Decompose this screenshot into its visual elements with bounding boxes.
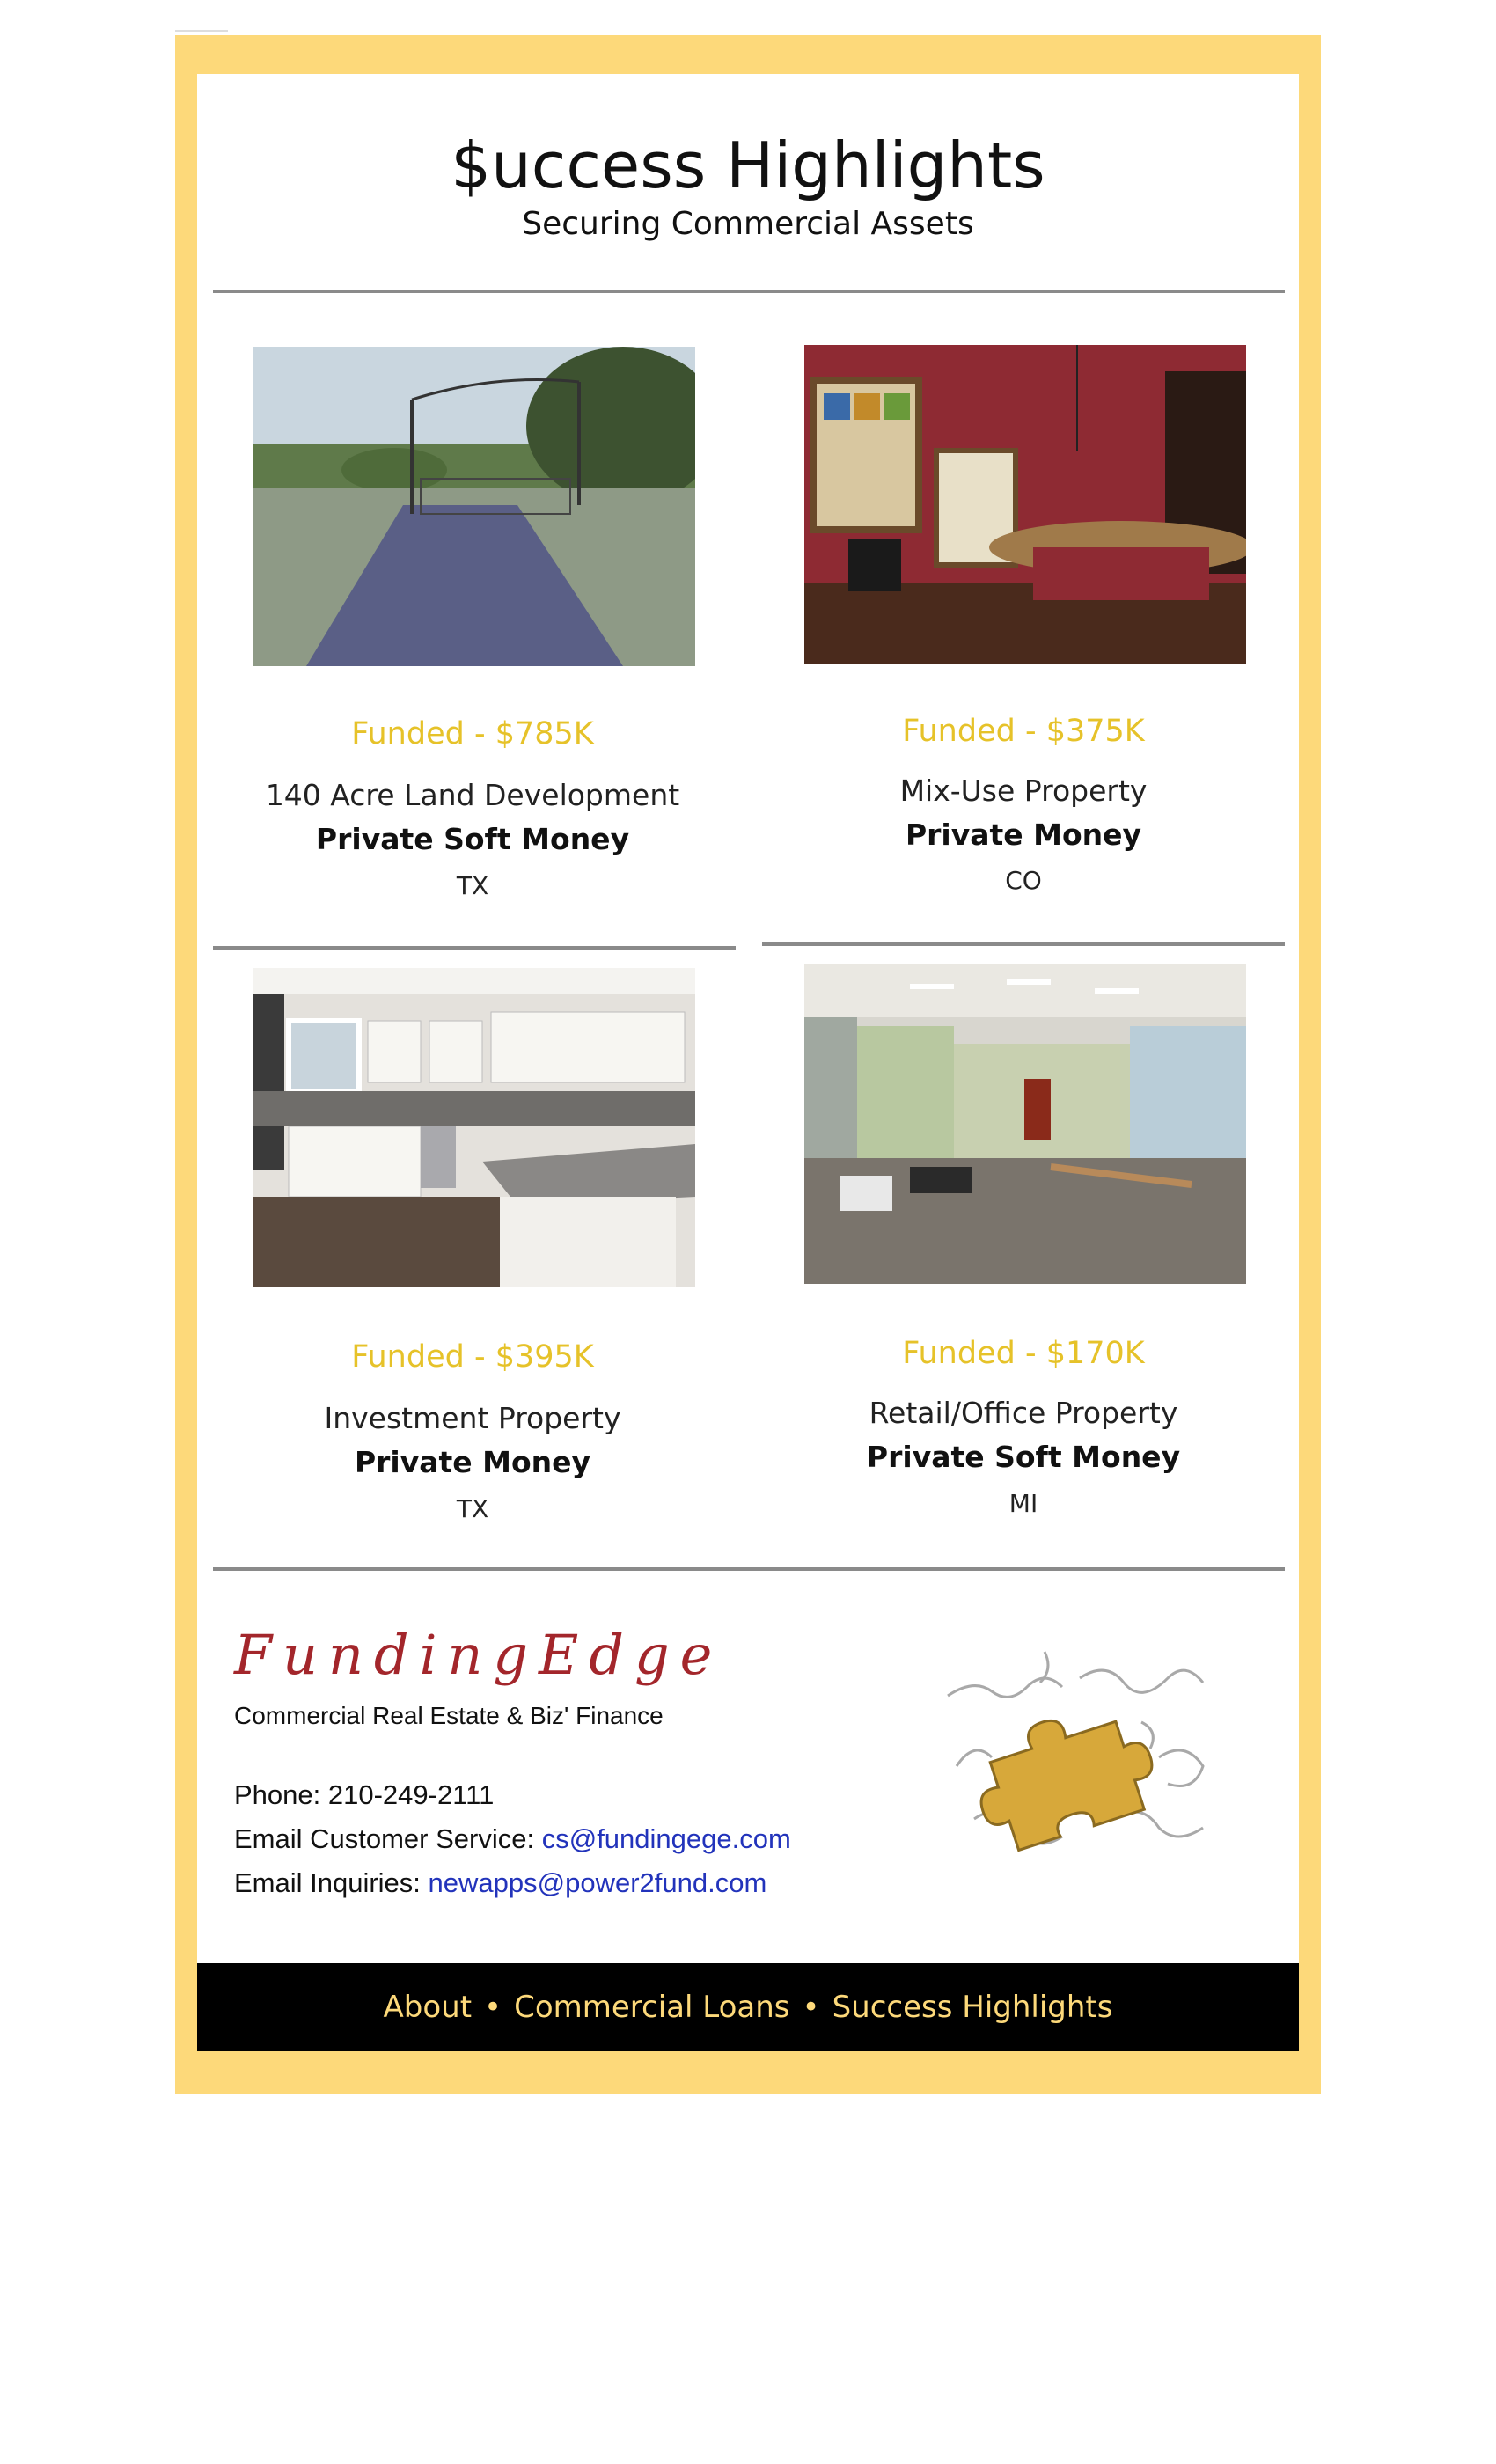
financing-type: Private Money xyxy=(354,1445,591,1479)
property-state: TX xyxy=(456,871,489,900)
phone-line xyxy=(234,1779,494,1811)
inquiries-email-link[interactable]: newapps@power2fund.com xyxy=(428,1867,767,1898)
kitchen-photo xyxy=(253,968,695,1287)
property-state: MI xyxy=(1008,1489,1038,1518)
property-state: CO xyxy=(1005,866,1042,895)
property-type: 140 Acre Land Development xyxy=(265,778,680,812)
top-margin-mark xyxy=(175,30,228,32)
property-type: Retail/Office Property xyxy=(869,1396,1178,1430)
puzzle-piece-image xyxy=(939,1643,1212,1863)
financing-type: Private Soft Money xyxy=(315,822,630,856)
inquiries-email-line xyxy=(234,1867,766,1899)
footer-link-success-highlights[interactable]: Success Highlights xyxy=(832,1990,1113,2025)
cs-email-line xyxy=(234,1823,791,1855)
cs-email-link[interactable]: cs@fundingege.com xyxy=(541,1823,791,1854)
property-type: Investment Property xyxy=(324,1401,621,1435)
office-renovation-photo xyxy=(804,964,1246,1284)
divider-bottom xyxy=(213,1567,1285,1571)
footer-link-about[interactable]: About xyxy=(383,1990,473,2025)
inquiries-email-label: Email Inquiries: xyxy=(234,1867,429,1898)
footer-link-commercial-loans[interactable]: Commercial Loans xyxy=(514,1990,790,2025)
property-state: TX xyxy=(456,1494,489,1523)
newsletter-card xyxy=(197,74,1299,2039)
phone-number[interactable]: 210-249-2111 xyxy=(327,1779,495,1810)
property-type: Mix-Use Property xyxy=(899,774,1148,808)
cs-email-label: Email Customer Service: xyxy=(234,1823,542,1854)
financing-type: Private Money xyxy=(905,818,1142,852)
funded-amount: Funded - $395K xyxy=(351,1339,594,1375)
footer-nav xyxy=(197,1963,1299,2051)
financing-type: Private Soft Money xyxy=(866,1440,1181,1474)
footer-separator: • xyxy=(484,1990,502,2025)
funded-amount: Funded - $170K xyxy=(902,1336,1145,1371)
phone-label: Phone: xyxy=(234,1779,328,1810)
deal-card-4 xyxy=(748,74,1299,1658)
deal-card-3 xyxy=(197,74,748,1658)
company-logo-text: FundingEdge xyxy=(234,1623,723,1687)
funded-amount: Funded - $785K xyxy=(351,716,594,752)
page-title: $uccess Highlights xyxy=(451,128,1045,202)
footer-separator: • xyxy=(802,1990,820,2025)
funded-amount: Funded - $375K xyxy=(902,714,1145,749)
page-subtitle: Securing Commercial Assets xyxy=(522,206,974,242)
company-tagline: Commercial Real Estate & Biz' Finance xyxy=(234,1702,664,1729)
